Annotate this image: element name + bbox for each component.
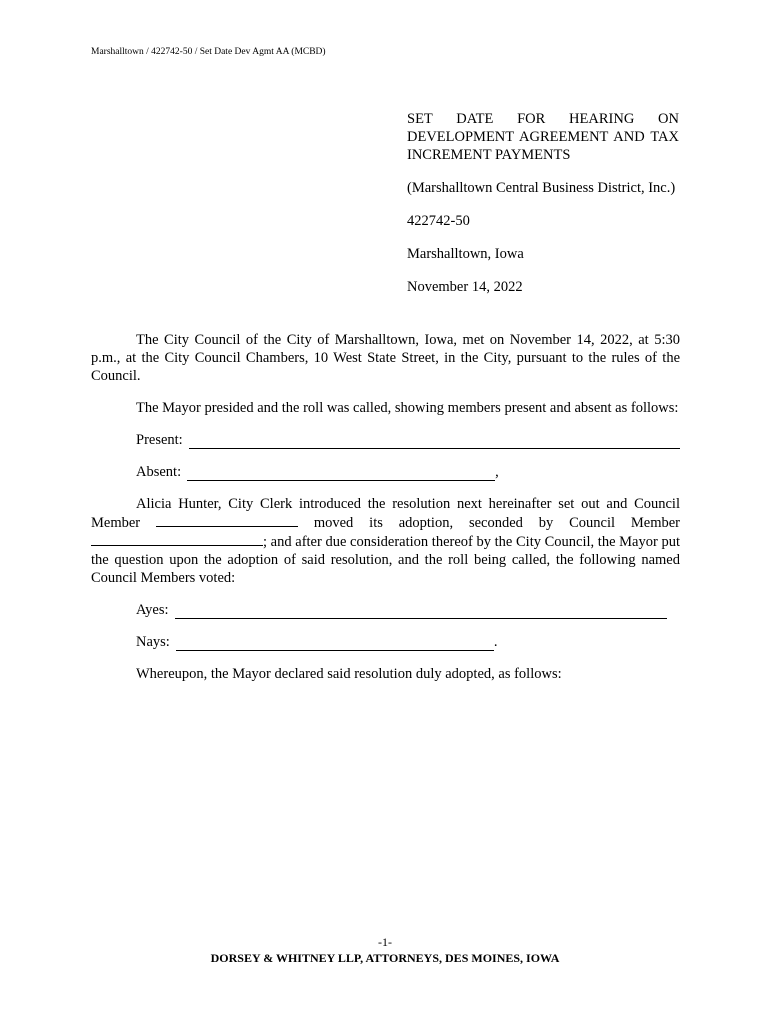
absent-label: Absent: [136,464,182,480]
motion-paragraph [91,495,680,587]
firm-name: DORSEY & WHITNEY LLP, ATTORNEYS, DES MOINES, IOWA [210,951,560,965]
mover-blank-line [156,513,298,527]
caption-title: SET DATE FOR HEARING ON DEVELOPMENT AGREEMENT AND TAX INCREMENT PAYMENTS [407,111,679,163]
absent-row [136,463,680,481]
caption-date: November 14, 2022 [407,279,523,295]
present-blank-line [189,434,680,449]
ayes-row [136,601,680,619]
intro-paragraph: The City Council of the City of Marshalltown, Iowa, met on November 14, 2022, at 5:30 p.m., at the City Council Chambers, 10 West State Street, in the City, pursuant to the rules of the Council. [91,332,680,384]
seconder-blank-line [91,532,263,546]
document-reference: Marshalltown / 422742-50 / Set Date Dev Agmt AA (MCBD) [91,47,326,57]
absent-blank-line [187,466,495,481]
nays-blank-line [176,636,494,651]
caption-location: Marshalltown, Iowa [407,246,524,262]
motion-text-1: Alicia Hunter, City Clerk introduced the resolution next hereinafter set out and Council Member [91,496,680,531]
caption-entity: (Marshalltown Central Business District, Inc.) [407,180,676,196]
motion-text-2: moved its adoption, seconded by Council Member [297,515,680,531]
minutes-body [91,331,680,697]
roll-call-paragraph: The Mayor presided and the roll was called, showing members present and absent as follows: [136,400,679,416]
caption-file-number: 422742-50 [407,213,470,229]
present-label: Present: [136,432,183,448]
caption-block [407,110,679,311]
nays-row [136,633,680,651]
whereupon-paragraph: Whereupon, the Mayor declared said resolution duly adopted, as follows: [136,666,562,682]
ayes-label: Ayes: [136,602,169,618]
ayes-blank-line [175,604,667,619]
nays-suffix: . [493,634,498,650]
motion-text-3: ; and after due consideration thereof by the City Council, the Mayor put the question upon the adoption of said resolution, and the roll being called, the following named Council Members voted: [91,534,680,586]
present-row [136,431,680,449]
absent-suffix: , [495,464,499,480]
nays-label: Nays: [136,634,170,650]
page-number: -1- [378,935,392,949]
page-footer [0,934,770,966]
